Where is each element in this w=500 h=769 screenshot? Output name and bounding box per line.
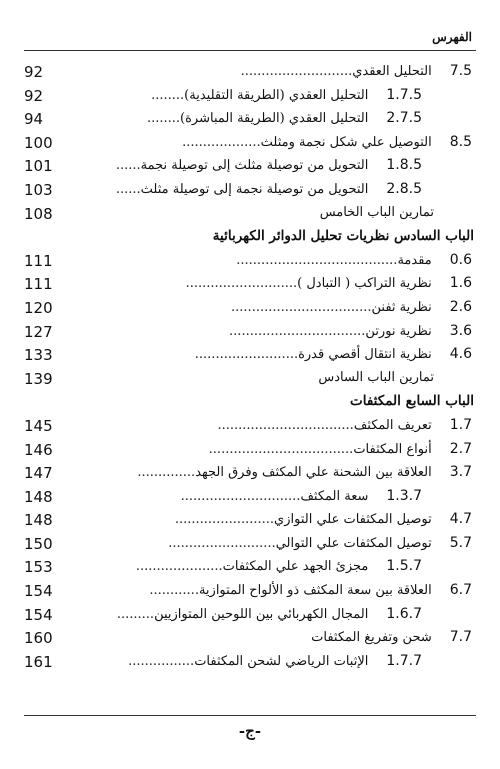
toc-section-number: 5.7 bbox=[449, 534, 472, 551]
toc-page-number: 92 bbox=[24, 86, 44, 105]
toc-entry bbox=[24, 533, 476, 557]
toc-section-title: التحويل من توصيلة مثلث إلى توصيلة نجمة bbox=[140, 158, 369, 174]
toc-leader-dots: ....................................... bbox=[236, 252, 398, 268]
toc-leader-dots: .............. bbox=[137, 465, 196, 481]
toc-entry bbox=[24, 486, 476, 510]
toc-page-number: 146 bbox=[24, 440, 53, 459]
toc-entry-label bbox=[149, 582, 472, 598]
toc-section-title: سعة المكثف bbox=[300, 488, 369, 504]
toc-entry-label bbox=[151, 87, 422, 103]
toc-leader-dots: ...... bbox=[115, 181, 141, 197]
toc-section-title: توصيل المكثفات علي التوازي bbox=[274, 512, 432, 528]
toc-section-title: نظرية ثفنن bbox=[371, 299, 432, 315]
toc-entry-label bbox=[175, 511, 472, 527]
toc-leader-dots: ........ bbox=[146, 111, 181, 127]
toc-entry bbox=[24, 344, 476, 368]
toc-entry bbox=[24, 651, 476, 675]
toc-page-number: 127 bbox=[24, 322, 53, 341]
toc-section-title: العلاقة بين سعة المكثف ذو الألواح المتوازية bbox=[198, 583, 432, 599]
toc-leader-dots: ........................ bbox=[174, 512, 275, 528]
toc-section-number: 1.3.7 bbox=[386, 487, 422, 504]
toc-section-number: 6.7 bbox=[449, 582, 472, 599]
toc-section-title: المجال الكهربائي بين اللوحين المتوازيين bbox=[154, 606, 369, 622]
toc-section-number: 1.7.7 bbox=[386, 652, 422, 669]
toc-section-number: 3.6 bbox=[449, 322, 472, 339]
toc-page-number: 154 bbox=[24, 605, 53, 624]
toc-section-number: 1.8.5 bbox=[386, 157, 422, 174]
toc-entry-label bbox=[217, 417, 472, 433]
toc-leader-dots: ........................... bbox=[185, 276, 298, 292]
toc-section-title: العلاقة بين الشحنة علي المكثف وفرق الجهد bbox=[195, 465, 432, 481]
toc-entry-label bbox=[231, 299, 472, 315]
toc-page-number: 92 bbox=[24, 63, 44, 81]
toc-entry bbox=[24, 321, 476, 345]
toc-entry bbox=[24, 155, 476, 179]
toc-entry bbox=[24, 415, 476, 439]
toc-entry-label bbox=[229, 323, 472, 339]
toc-leader-dots: ................................... bbox=[208, 441, 354, 457]
toc-entry-label bbox=[168, 535, 472, 551]
toc-entry bbox=[24, 627, 476, 651]
toc-entry bbox=[24, 85, 476, 109]
toc-leader-dots: ................ bbox=[128, 653, 195, 669]
toc-entry bbox=[24, 250, 476, 274]
toc-entry bbox=[24, 132, 476, 156]
toc-entry bbox=[24, 297, 476, 321]
toc-section-title: مقدمة bbox=[397, 252, 432, 268]
toc-section-number: 7.5 bbox=[449, 63, 472, 79]
toc-entry-label bbox=[116, 181, 422, 197]
toc-section-number: 2.6 bbox=[449, 298, 472, 315]
toc-entry bbox=[24, 509, 476, 533]
toc-section-number: 2.7.5 bbox=[386, 110, 422, 127]
toc-section-number: 1.7 bbox=[449, 416, 472, 433]
toc-section-number: 1.5.7 bbox=[386, 558, 422, 575]
toc-entry-label bbox=[181, 488, 422, 504]
toc-leader-dots: ......... bbox=[116, 606, 155, 622]
toc-section-number: 1.6.7 bbox=[386, 605, 422, 622]
toc-entry-label bbox=[116, 157, 422, 173]
toc-section-number: 7.7 bbox=[449, 629, 472, 646]
toc-entry-label bbox=[136, 558, 422, 574]
toc-section-title: تعريف المكثف bbox=[353, 417, 432, 433]
toc-leader-dots: ................................. bbox=[229, 323, 366, 339]
toc-entry bbox=[24, 179, 476, 203]
toc-leader-dots: ...... bbox=[115, 158, 141, 174]
toc-entry bbox=[24, 580, 476, 604]
toc-leader-dots: .......................... bbox=[168, 535, 276, 551]
toc-section-number: 3.7 bbox=[449, 464, 472, 481]
toc-section-title: مجزئ الجهد علي المكثفات bbox=[222, 559, 369, 575]
toc-leader-dots: ..................... bbox=[135, 559, 223, 575]
table-of-contents bbox=[24, 61, 476, 674]
toc-entry bbox=[24, 108, 476, 132]
toc-page-number: 160 bbox=[24, 629, 53, 648]
toc-section-title: التوصيل علي شكل نجمة ومثلث bbox=[260, 134, 432, 150]
toc-entry-label bbox=[350, 393, 474, 409]
toc-page-number: 150 bbox=[24, 534, 53, 553]
toc-section-number: 0.6 bbox=[449, 251, 472, 268]
toc-entry-label bbox=[186, 275, 472, 291]
toc-section-number: 4.7 bbox=[449, 511, 472, 528]
page-footer bbox=[24, 715, 476, 740]
toc-entry-label bbox=[236, 252, 472, 268]
toc-section-number: 1.7.5 bbox=[386, 86, 422, 103]
toc-page-number: 94 bbox=[24, 110, 44, 129]
toc-page-number: 101 bbox=[24, 157, 53, 176]
toc-section-title: التحليل العقدي bbox=[352, 64, 432, 79]
toc-entry-label bbox=[320, 205, 434, 220]
toc-page-number: 139 bbox=[24, 369, 53, 388]
toc-section-title: الباب السابع المكثفات bbox=[350, 393, 474, 410]
toc-section-title: تمارين الباب السادس bbox=[318, 369, 434, 385]
toc-page-number: 103 bbox=[24, 180, 53, 199]
toc-section-title: التحليل العقدي (الطريقة المباشرة) bbox=[180, 111, 369, 127]
chapter-heading bbox=[24, 391, 476, 415]
toc-page-number: 153 bbox=[24, 558, 53, 577]
toc-entry-label bbox=[137, 464, 472, 480]
toc-page-number: 108 bbox=[24, 204, 53, 223]
toc-leader-dots: ......................... bbox=[194, 347, 299, 363]
toc-leader-dots: ................................. bbox=[217, 417, 354, 433]
toc-page-number: 111 bbox=[24, 251, 53, 270]
toc-entry-label bbox=[147, 110, 422, 126]
page-number: -ج- bbox=[238, 722, 262, 740]
toc-section-number: 4.6 bbox=[449, 346, 472, 363]
toc-section-title: نظرية نورتن bbox=[365, 323, 432, 339]
toc-entry-label bbox=[213, 228, 474, 244]
toc-section-number: 1.6 bbox=[449, 275, 472, 292]
toc-page-number: 133 bbox=[24, 346, 53, 365]
toc-section-title: شحن وتفريغ المكثفات bbox=[311, 630, 432, 646]
toc-section-title: الباب السادس نظريات تحليل الدوائر الكهربائية bbox=[212, 228, 474, 245]
toc-entry bbox=[24, 439, 476, 463]
toc-entry-label bbox=[209, 441, 472, 457]
toc-leader-dots: ............ bbox=[149, 583, 199, 599]
toc-page-number: 148 bbox=[24, 487, 53, 506]
toc-entry-label bbox=[128, 653, 422, 669]
toc-entry bbox=[24, 556, 476, 580]
toc-section-number: 2.7 bbox=[449, 440, 472, 457]
toc-page-number: 111 bbox=[24, 275, 53, 294]
toc-entry-label bbox=[117, 606, 422, 622]
toc-section-title: التحويل من توصيلة نجمة إلى توصيلة مثلث bbox=[140, 181, 369, 197]
toc-page-number: 154 bbox=[24, 582, 53, 601]
toc-entry bbox=[24, 604, 476, 628]
toc-page-number: 145 bbox=[24, 416, 53, 435]
toc-section-number: 8.5 bbox=[449, 133, 472, 150]
toc-entry bbox=[24, 203, 476, 227]
toc-page-number: 147 bbox=[24, 464, 53, 483]
toc-entry bbox=[24, 368, 476, 392]
toc-entry bbox=[24, 61, 476, 85]
toc-section-title: أنواع المكثفات bbox=[353, 441, 432, 457]
toc-page-number: 100 bbox=[24, 133, 53, 152]
toc-leader-dots: .................................. bbox=[231, 299, 372, 315]
toc-leader-dots: ........ bbox=[151, 87, 185, 103]
toc-leader-dots: ........................... bbox=[240, 64, 353, 79]
toc-entry-label bbox=[311, 629, 472, 645]
toc-entry bbox=[24, 273, 476, 297]
toc-entry-label bbox=[241, 63, 472, 79]
toc-entry bbox=[24, 462, 476, 486]
header-title: الفهرس bbox=[432, 30, 472, 44]
toc-section-title: نظرية انتقال أقصي قدرة bbox=[298, 347, 432, 363]
toc-section-title: نظرية التراكب ( التبادل ) bbox=[297, 276, 432, 292]
toc-section-title: التحليل العقدي (الطريقة التقليدية) bbox=[184, 87, 369, 103]
page-header bbox=[24, 28, 476, 51]
toc-leader-dots: ................... bbox=[182, 134, 261, 150]
toc-section-title: الإثبات الرياضي لشحن المكثفات bbox=[194, 653, 369, 669]
toc-entry-label bbox=[182, 134, 472, 150]
toc-section-title: توصيل المكثفات علي التوالي bbox=[275, 535, 432, 551]
toc-entry-label bbox=[318, 370, 434, 385]
toc-entry-label bbox=[195, 346, 472, 362]
chapter-heading bbox=[24, 226, 476, 250]
toc-section-title: تمارين الباب الخامس bbox=[319, 204, 434, 220]
toc-page-number: 148 bbox=[24, 511, 53, 530]
toc-page-number: 161 bbox=[24, 652, 53, 671]
toc-section-number: 2.8.5 bbox=[386, 180, 422, 197]
toc-page-number: 120 bbox=[24, 298, 53, 317]
toc-leader-dots: ............................. bbox=[180, 488, 301, 504]
